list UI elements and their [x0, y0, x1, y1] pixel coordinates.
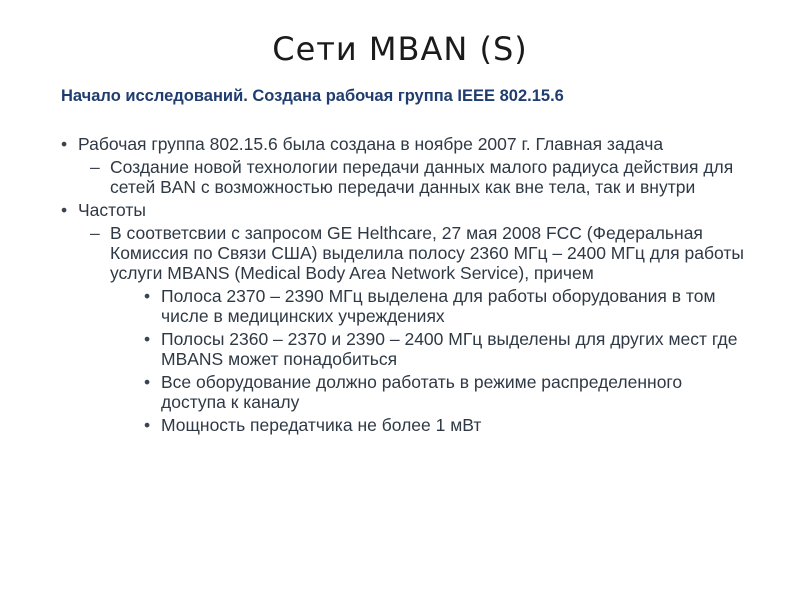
bullet-item: [0, 415, 800, 435]
bullet-text: Все оборудование должно работать в режиме распределенного доступа к каналу: [161, 372, 683, 412]
bullet-list: [0, 134, 800, 438]
bullet-text: Мощность передатчика не более 1 мВт: [161, 415, 482, 435]
slide-title: Сети MBAN (S): [272, 30, 528, 68]
slide-subtitle: Начало исследований. Создана рабочая группа IEEE 802.15.6: [61, 87, 564, 105]
bullet-marker: –: [90, 157, 100, 177]
bullet-item: [0, 223, 800, 283]
bullet-item: [0, 157, 800, 197]
bullet-marker: •: [144, 372, 151, 392]
bullet-marker: •: [144, 329, 151, 349]
bullet-marker: •: [144, 286, 151, 306]
bullet-item: [0, 372, 800, 412]
bullet-marker: •: [144, 415, 151, 435]
bullet-marker: –: [90, 223, 100, 243]
bullet-marker: •: [61, 134, 68, 154]
bullet-text: Рабочая группа 802.15.6 была создана в ноябре 2007 г. Главная задача: [78, 134, 664, 154]
bullet-text: В соответсвии с запросом GE Helthcare, 27 мая 2008 FCC (Федеральная Комиссия по Связи США) выделила полосу 2360 МГц – 2400 МГц для работы услуги MBANS (Medical Body Area Network Service), причем: [110, 223, 744, 283]
bullet-item: [0, 329, 800, 369]
bullet-item: [0, 286, 800, 326]
bullet-text: Создание новой технологии передачи данных малого радиуса действия для сетей BAN с возможностью передачи данных как вне тела, так и внутри: [110, 157, 734, 197]
bullet-item: [0, 200, 800, 220]
bullet-marker: •: [61, 200, 68, 220]
bullet-item: [0, 134, 800, 154]
bullet-text: Частоты: [78, 200, 146, 220]
bullet-text: Полоса 2370 – 2390 МГц выделена для работы оборудования в том числе в медицинских учреждениях: [161, 286, 716, 326]
bullet-text: Полосы 2360 – 2370 и 2390 – 2400 МГц выделены для других мест где MBANS может понадобиться: [161, 329, 738, 369]
